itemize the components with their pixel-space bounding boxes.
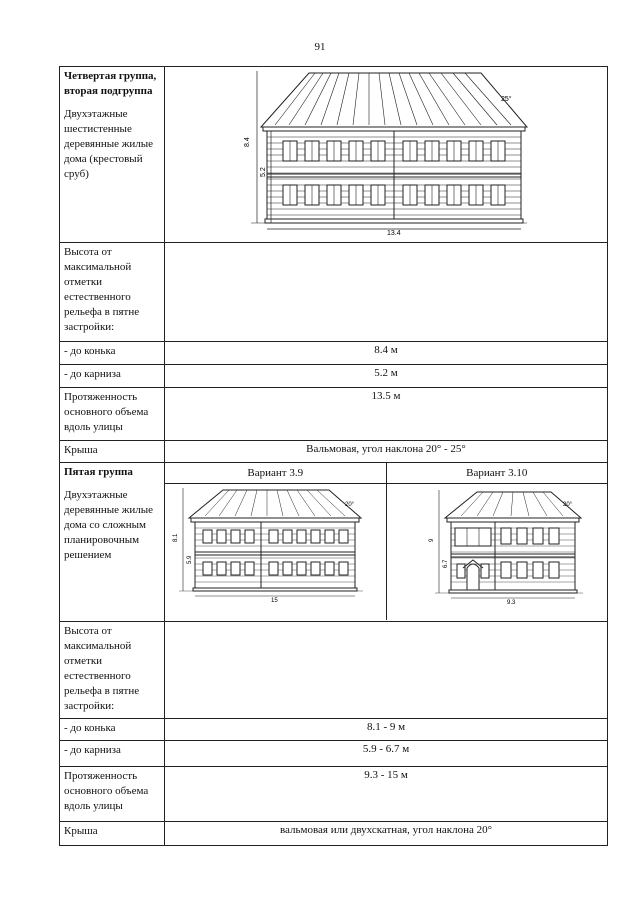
variant-3-9-facade-drawing	[165, 484, 390, 620]
group5-row-label: Протяженность основного объема вдоль улицы	[60, 767, 165, 822]
group5-row-value: 9.3 - 15 м	[165, 767, 608, 822]
group4-row-label: - до карниза	[60, 365, 165, 388]
group4-row-value	[165, 243, 608, 342]
group4-row-ridge	[60, 342, 608, 365]
group4-row-value: Вальмовая, угол наклона 20° - 25°	[165, 441, 608, 463]
variant-3-10-roof-angle: 20°	[562, 502, 572, 508]
variant-3-10-facade-drawing	[387, 484, 612, 620]
group4-height-eave: 5.2	[260, 167, 267, 177]
group4-row-height	[60, 243, 608, 342]
group4-title: Четвертая группа, вторая подгруппа	[64, 70, 157, 97]
group5-header-row	[60, 463, 608, 622]
group5-label-cell	[60, 463, 165, 622]
variant-3-10-label: Вариант 3.10	[386, 463, 607, 484]
group4-row-value: 5.2 м	[165, 365, 608, 388]
variant-3-10-height-total: 9	[428, 538, 435, 542]
group4-row-label: Крыша	[60, 441, 165, 463]
group4-row-roof	[60, 441, 608, 463]
group5-variants-table	[165, 463, 607, 620]
group5-row-label: Высота от максимальной отметки естественного рельефа в пятне застройки:	[60, 622, 165, 719]
group4-description: Двухэтажные шестистенные деревянные жилые дома (крестовый сруб)	[64, 108, 154, 180]
group5-title: Пятая группа	[64, 466, 133, 478]
group5-row-label: Крыша	[60, 822, 165, 846]
variant-3-9-drawing-cell	[165, 484, 386, 621]
group5-row-value: 8.1 - 9 м	[165, 719, 608, 741]
group4-row-value: 8.4 м	[165, 342, 608, 365]
page-number: 91	[314, 41, 326, 53]
variant-3-9-roof-angle: 20°	[345, 502, 355, 508]
group4-drawing-cell	[165, 67, 608, 243]
group4-roof-angle: 25°	[501, 96, 512, 103]
group5-row-label: - до карниза	[60, 741, 165, 767]
building-requirements-table	[59, 66, 608, 846]
group4-height-total: 8.4	[244, 137, 251, 147]
group5-row-value: вальмовая или двухскатная, угол наклона 20°	[165, 822, 608, 846]
group5-row-length	[60, 767, 608, 822]
variant-3-10-drawing-cell	[386, 484, 607, 621]
group4-row-eave	[60, 365, 608, 388]
group4-row-length	[60, 388, 608, 441]
group5-row-roof	[60, 822, 608, 846]
group5-row-value	[165, 622, 608, 719]
group5-row-height	[60, 622, 608, 719]
variant-3-9-label: Вариант 3.9	[165, 463, 386, 484]
variant-3-10-height-eave: 6.7	[442, 559, 449, 568]
group4-label-cell	[60, 67, 165, 243]
group4-width: 13.4	[387, 230, 401, 237]
variant-3-9-height-total: 8.1	[173, 533, 179, 542]
group5-row-ridge	[60, 719, 608, 741]
group4-row-value: 13.5 м	[165, 388, 608, 441]
group4-row-label: Высота от максимальной отметки естественного рельефа в пятне застройки:	[60, 243, 165, 342]
group4-row-label: Протяженность основного объема вдоль улицы	[60, 388, 165, 441]
group5-row-eave	[60, 741, 608, 767]
group4-header-row	[60, 67, 608, 243]
group5-description: Двухэтажные деревянные жилые дома со сложным планировочным решением	[64, 489, 154, 561]
group5-variants-cell	[165, 463, 608, 622]
variant-3-10-width: 9.3	[506, 600, 515, 606]
group4-facade-drawing	[165, 67, 617, 242]
group4-row-label: - до конька	[60, 342, 165, 365]
variant-3-9-height-eave: 5.9	[187, 555, 193, 564]
variant-3-9-width: 15	[271, 598, 278, 604]
group5-row-value: 5.9 - 6.7 м	[165, 741, 608, 767]
group5-row-label: - до конька	[60, 719, 165, 741]
